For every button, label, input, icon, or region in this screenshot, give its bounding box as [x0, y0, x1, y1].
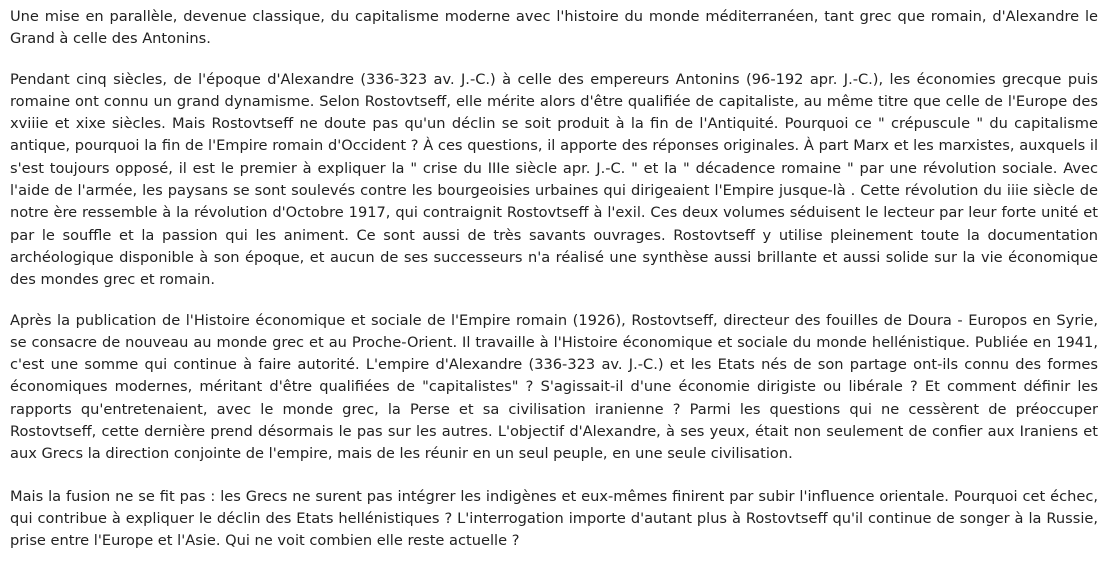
- paragraph-1: Une mise en parallèle, devenue classique, du capitalisme moderne avec l'histoire du monde méditerranéen, tant grec que romain, d'Alexandre le Grand à celle des Antonins.: [10, 8, 1098, 48]
- paragraph-3: Après la publication de l'Histoire économique et sociale de l'Empire romain (1926), Rostovtseff, directeur des fouilles de Doura - Europos en Syrie, se consacre de nouveau au monde grec et au Proche-Orient. Il travaille à l'Histoire économique et sociale du monde hellénistique. Publiée en 1941, c'est une somme qui continue à faire autorité. L'empire d'Alexandre (336-323 av. J.-C.) et les Etats nés de son partage ont-ils connu des formes économiques modernes, méritant d'être qualifiées de "capitalistes" ? S'agissait-il d'une économie dirigiste ou libérale ? Et comment définir les rapports qu'entretenaient, avec le monde grec, la Perse et sa civilisation iranienne ? Parmi les questions qui ne cessèrent de préoccuper Rostovtseff, cette dernière prend désormais le pas sur les autres. L'objectif d'Alexandre, à ses yeux, était non seulement de confier aux Iraniens et aux Grecs la direction conjointe de l'empire, mais de les réunir en un seul peuple, en une seule civilisation.: [10, 311, 1098, 463]
- paragraph-4: Mais la fusion ne se fit pas : les Grecs ne surent pas intégrer les indigènes et eux-mêmes finirent par subir l'influence orientale. Pourquoi cet échec, qui contribue à expliquer le déclin des Etats hellénistiques ? L'interrogation importe d'autant plus à Rostovtseff qu'il continue de songer à la Russie, prise entre l'Europe et l'Asie. Qui ne voit combien elle reste actuelle ?: [10, 487, 1098, 550]
- paragraph-2: Pendant cinq siècles, de l'époque d'Alexandre (336-323 av. J.-C.) à celle des empereurs Antonins (96-192 apr. J.-C.), les économies grecque puis romaine ont connu un grand dynamisme. Selon Rostovtseff, elle mérite alors d'être qualifiée de capitaliste, au même titre que celle de l'Europe des xviiie et xixe siècles. Mais Rostovtseff ne doute pas qu'un déclin se soit produit à la fin de l'Antiquité. Pourquoi ce " crépuscule " du capitalisme antique, pourquoi la fin de l'Empire romain d'Occident ? À ces questions, il apporte des réponses originales. À part Marx et les marxistes, auxquels il s'est toujours opposé, il est le premier à expliquer la " crise du IIIe siècle apr. J.-C. " et la " décadence romaine " par une révolution sociale. Avec l'aide de l'armée, les paysans se sont soulevés contre les bourgeoisies urbaines qui dirigeaient l'Empire jusque-là . Cette révolution du iiie siècle de notre ère ressemble à la révolution d'Octobre 1917, qui contraignit Rostovtseff à l'exil. Ces deux volumes séduisent le lecteur par leur forte unité et par le souffle et la passion qui les animent. Ce sont aussi de très savants ouvrages. Rostovtseff y utilise pleinement toute la documentation archéologique disponible à son époque, et aucun de ses successeurs n'a réalisé une synthèse aussi brillante et aussi solide sur la vie économique des mondes grec et romain.: [10, 70, 1098, 289]
